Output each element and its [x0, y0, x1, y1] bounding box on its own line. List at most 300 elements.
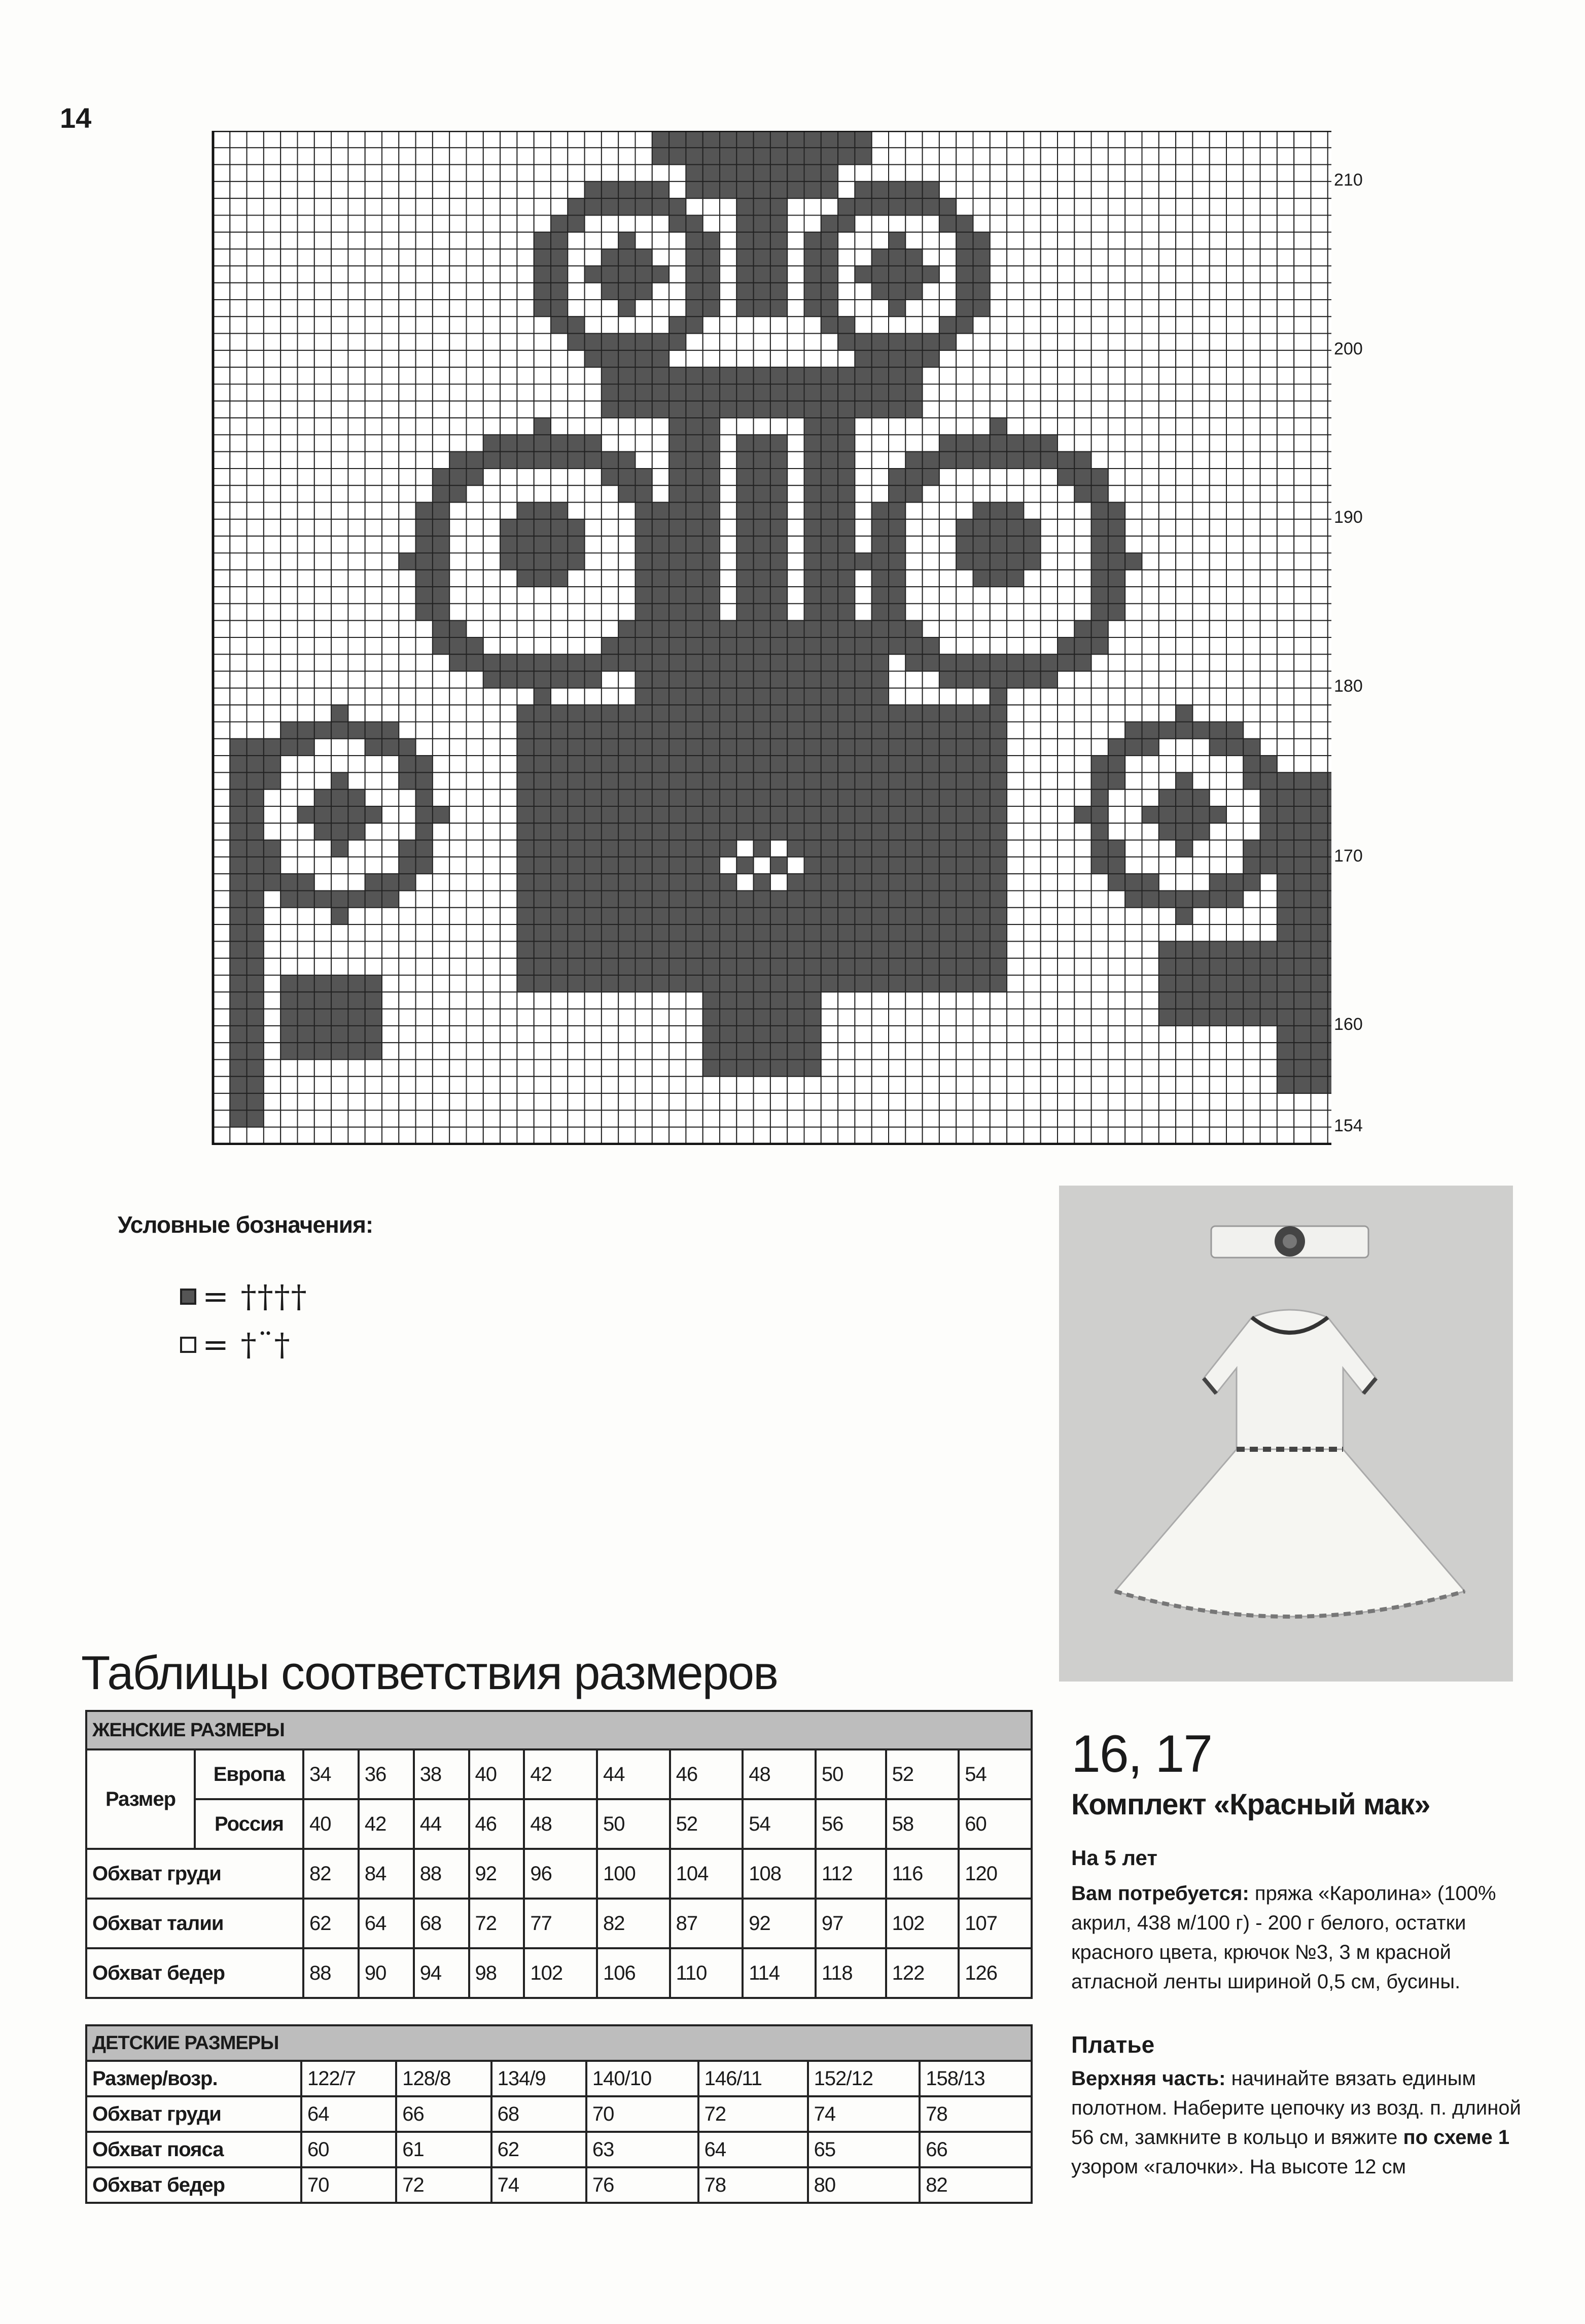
chart-cell-filled — [736, 1026, 753, 1043]
chart-cell-filled — [855, 958, 871, 975]
chart-cell-empty — [399, 654, 415, 671]
chart-cell-filled — [905, 198, 922, 215]
chart-cell-filled — [872, 536, 889, 553]
chart-cell-empty — [1091, 1060, 1108, 1077]
chart-cell-empty — [1210, 772, 1226, 789]
chart-cell-filled — [686, 722, 702, 739]
chart-cell-filled — [1007, 654, 1024, 671]
chart-cell-filled — [770, 452, 787, 469]
chart-cell-empty — [382, 384, 399, 401]
chart-cell-empty — [804, 1077, 821, 1093]
chart-cell-empty — [1328, 722, 1331, 739]
chart-cell-filled — [636, 722, 652, 739]
chart-cell-empty — [1108, 1127, 1125, 1144]
chart-cell-empty — [483, 503, 500, 519]
chart-cell-filled — [838, 553, 855, 570]
chart-cell-empty — [1311, 603, 1328, 620]
chart-cell-empty — [585, 300, 602, 316]
chart-cell-empty — [314, 587, 331, 603]
chart-cell-empty — [889, 131, 905, 148]
chart-cell-empty — [939, 536, 956, 553]
row-label-154: 154 — [1334, 1116, 1363, 1135]
chart-cell-empty — [703, 1093, 720, 1110]
chart-cell-filled — [787, 165, 804, 182]
chart-cell-empty — [939, 992, 956, 1009]
chart-cell-filled — [770, 367, 787, 384]
chart-cell-empty — [1159, 1093, 1176, 1110]
chart-cell-empty — [1210, 553, 1226, 570]
chart-cell-empty — [787, 553, 804, 570]
chart-cell-filled — [534, 941, 551, 958]
chart-cell-filled — [821, 182, 838, 198]
chart-cell-filled — [939, 435, 956, 451]
chart-cell-empty — [314, 739, 331, 756]
chart-cell-filled — [855, 891, 871, 908]
chart-cell-filled — [280, 722, 297, 739]
chart-cell-empty — [1159, 553, 1176, 570]
chart-cell-empty — [1311, 367, 1328, 384]
chart-cell-filled — [669, 216, 686, 232]
legend-symbol: = †††† — [202, 1278, 308, 1315]
chart-cell-filled — [568, 671, 584, 688]
chart-cell-filled — [939, 654, 956, 671]
chart-cell-filled — [770, 435, 787, 451]
chart-cell-empty — [1294, 165, 1311, 182]
chart-cell-filled — [247, 992, 264, 1009]
chart-cell-empty — [1159, 637, 1176, 654]
chart-cell-empty — [365, 266, 382, 282]
chart-cell-filled — [500, 519, 517, 536]
chart-cell-filled — [467, 452, 483, 469]
chart-cell-empty — [1007, 198, 1024, 215]
chart-cell-empty — [449, 705, 466, 722]
chart-cell-filled — [1176, 958, 1192, 975]
chart-cell-empty — [449, 249, 466, 266]
chart-cell-empty — [348, 198, 365, 215]
chart-cell-filled — [483, 435, 500, 451]
chart-cell-empty — [585, 283, 602, 300]
chart-cell-empty — [213, 553, 230, 570]
chart-cell-empty — [1091, 958, 1108, 975]
chart-cell-empty — [872, 992, 889, 1009]
chart-cell-empty — [1091, 654, 1108, 671]
chart-cell-empty — [585, 553, 602, 570]
chart-cell-empty — [483, 165, 500, 182]
chart-cell-filled — [736, 553, 753, 570]
chart-cell-filled — [1091, 519, 1108, 536]
chart-cell-empty — [433, 958, 449, 975]
chart-cell-empty — [247, 435, 264, 451]
chart-cell-filled — [669, 857, 686, 874]
chart-cell-empty — [1210, 1026, 1226, 1043]
chart-cell-filled — [787, 1060, 804, 1077]
chart-cell-empty — [534, 316, 551, 333]
chart-cell-empty — [1277, 553, 1294, 570]
chart-cell-empty — [399, 1060, 415, 1077]
chart-cell-empty — [213, 756, 230, 772]
chart-cell-empty — [770, 418, 787, 435]
chart-cell-filled — [770, 283, 787, 300]
chart-cell-empty — [314, 671, 331, 688]
chart-cell-empty — [1328, 283, 1331, 300]
chart-cell-empty — [298, 1077, 314, 1093]
chart-cell-empty — [1058, 756, 1074, 772]
chart-cell-empty — [1142, 1127, 1159, 1144]
chart-cell-filled — [230, 1043, 246, 1059]
chart-cell-filled — [923, 874, 939, 890]
chart-cell-filled — [686, 874, 702, 890]
chart-cell-filled — [534, 958, 551, 975]
chart-cell-empty — [1142, 1093, 1159, 1110]
chart-cell-empty — [399, 469, 415, 485]
chart-cell-filled — [804, 266, 821, 282]
chart-cell-empty — [230, 316, 246, 333]
chart-cell-filled — [1091, 823, 1108, 840]
chart-cell-filled — [703, 300, 720, 316]
chart-cell-filled — [872, 350, 889, 367]
chart-cell-empty — [534, 1060, 551, 1077]
chart-cell-empty — [1058, 671, 1074, 688]
chart-cell-empty — [669, 1009, 686, 1026]
chart-cell-empty — [585, 637, 602, 654]
chart-cell-filled — [703, 924, 720, 941]
chart-cell-filled — [720, 148, 736, 164]
chart-cell-empty — [365, 334, 382, 350]
chart-cell-filled — [787, 975, 804, 992]
chart-cell-empty — [467, 705, 483, 722]
chart-cell-empty — [1210, 671, 1226, 688]
chart-cell-empty — [1024, 216, 1040, 232]
chart-cell-empty — [1142, 1060, 1159, 1077]
chart-cell-filled — [821, 874, 838, 890]
chart-cell-empty — [1159, 350, 1176, 367]
chart-cell-empty — [449, 1127, 466, 1144]
chart-cell-empty — [1041, 553, 1058, 570]
chart-cell-empty — [1058, 908, 1074, 924]
chart-cell-empty — [1074, 1009, 1091, 1026]
chart-cell-filled — [636, 975, 652, 992]
chart-cell-filled — [838, 148, 855, 164]
chart-cell-filled — [804, 587, 821, 603]
chart-cell-empty — [500, 570, 517, 587]
chart-cell-empty — [1159, 182, 1176, 198]
chart-cell-empty — [1125, 1077, 1142, 1093]
chart-cell-empty — [467, 840, 483, 857]
chart-cell-empty — [230, 148, 246, 164]
chart-cell-empty — [280, 503, 297, 519]
chart-cell-empty — [213, 857, 230, 874]
chart-cell-filled — [973, 975, 990, 992]
part-label: Верхняя часть: — [1071, 2067, 1226, 2090]
chart-cell-filled — [1277, 924, 1294, 941]
chart-cell-filled — [602, 772, 618, 789]
chart-cell-empty — [686, 1093, 702, 1110]
chart-cell-filled — [754, 570, 770, 587]
chart-cell-empty — [1192, 553, 1209, 570]
chart-cell-empty — [956, 1093, 973, 1110]
chart-cell-empty — [1210, 266, 1226, 282]
chart-cell-empty — [517, 1060, 534, 1077]
chart-cell-filled — [602, 249, 618, 266]
chart-cell-filled — [720, 165, 736, 182]
chart-cell-empty — [1226, 1077, 1243, 1093]
chart-cell-filled — [821, 705, 838, 722]
chart-cell-empty — [804, 316, 821, 333]
chart-cell-empty — [1210, 418, 1226, 435]
chart-cell-empty — [433, 283, 449, 300]
chart-cell-empty — [264, 418, 280, 435]
chart-cell-empty — [1328, 654, 1331, 671]
chart-cell-empty — [602, 232, 618, 249]
chart-cell-empty — [1159, 316, 1176, 333]
chart-cell-filled — [872, 384, 889, 401]
chart-cell-empty — [433, 941, 449, 958]
chart-cell-empty — [905, 435, 922, 451]
chart-cell-empty — [1091, 1043, 1108, 1059]
chart-cell-filled — [770, 216, 787, 232]
chart-cell-empty — [1041, 485, 1058, 502]
chart-cell-empty — [517, 300, 534, 316]
chart-cell-filled — [669, 772, 686, 789]
chart-cell-empty — [1142, 1026, 1159, 1043]
chart-cell-filled — [770, 992, 787, 1009]
chart-cell-empty — [1328, 401, 1331, 418]
chart-cell-empty — [855, 587, 871, 603]
chart-cell-empty — [1108, 148, 1125, 164]
chart-cell-empty — [449, 182, 466, 198]
chart-cell-filled — [1142, 891, 1159, 908]
chart-cell-filled — [669, 334, 686, 350]
chart-cell-empty — [1024, 621, 1040, 637]
chart-cell-filled — [247, 1026, 264, 1043]
chart-cell-empty — [1226, 688, 1243, 705]
chart-cell-filled — [636, 485, 652, 502]
chart-cell-empty — [348, 1110, 365, 1127]
chart-cell-filled — [889, 790, 905, 806]
chart-cell-empty — [1243, 1060, 1260, 1077]
chart-cell-empty — [213, 266, 230, 282]
chart-cell-empty — [1243, 924, 1260, 941]
chart-cell-empty — [500, 249, 517, 266]
chart-cell-empty — [247, 722, 264, 739]
chart-cell-empty — [1091, 367, 1108, 384]
chart-cell-empty — [1243, 148, 1260, 164]
chart-cell-empty — [314, 435, 331, 451]
chart-cell-empty — [905, 165, 922, 182]
chart-cell-empty — [1007, 688, 1024, 705]
chart-cell-empty — [956, 688, 973, 705]
chart-cell-filled — [923, 806, 939, 823]
chart-cell-empty — [652, 1127, 669, 1144]
chart-cell-filled — [399, 772, 415, 789]
chart-cell-empty — [449, 435, 466, 451]
chart-cell-filled — [770, 739, 787, 756]
chart-cell-empty — [213, 503, 230, 519]
table-cell: 116 — [886, 1849, 959, 1899]
chart-cell-filled — [247, 891, 264, 908]
chart-cell-empty — [1108, 637, 1125, 654]
chart-cell-empty — [956, 503, 973, 519]
chart-cell-empty — [483, 722, 500, 739]
chart-cell-empty — [1108, 165, 1125, 182]
chart-cell-filled — [889, 941, 905, 958]
chart-cell-empty — [1226, 367, 1243, 384]
chart-cell-empty — [720, 519, 736, 536]
chart-cell-empty — [1125, 165, 1142, 182]
chart-cell-empty — [1058, 198, 1074, 215]
chart-cell-empty — [298, 283, 314, 300]
chart-cell-empty — [1260, 1060, 1277, 1077]
article-body — [1071, 2064, 1528, 2182]
chart-cell-filled — [804, 857, 821, 874]
chart-cell-empty — [365, 165, 382, 182]
chart-cell-empty — [264, 1110, 280, 1127]
chart-cell-empty — [449, 418, 466, 435]
chart-cell-filled — [804, 975, 821, 992]
chart-cell-filled — [1007, 536, 1024, 553]
chart-cell-filled — [804, 435, 821, 451]
chart-cell-filled — [703, 772, 720, 789]
chart-cell-empty — [230, 350, 246, 367]
chart-cell-empty — [1176, 739, 1192, 756]
chart-cell-empty — [568, 621, 584, 637]
chart-cell-empty — [905, 519, 922, 536]
chart-cell-empty — [1159, 249, 1176, 266]
chart-cell-empty — [517, 688, 534, 705]
chart-cell-filled — [804, 553, 821, 570]
table-cell: 54 — [959, 1749, 1032, 1799]
empty-square-icon — [180, 1337, 196, 1353]
chart-cell-empty — [1125, 435, 1142, 451]
chart-cell-filled — [636, 874, 652, 890]
chart-cell-filled — [990, 503, 1007, 519]
chart-cell-filled — [889, 924, 905, 941]
chart-cell-empty — [264, 469, 280, 485]
chart-cell-filled — [1226, 1009, 1243, 1026]
chart-cell-filled — [736, 654, 753, 671]
chart-cell-empty — [1041, 992, 1058, 1009]
chart-cell-empty — [1328, 553, 1331, 570]
chart-cell-empty — [382, 1093, 399, 1110]
chart-cell-empty — [1125, 975, 1142, 992]
chart-cell-empty — [517, 1077, 534, 1093]
chart-cell-filled — [905, 840, 922, 857]
chart-cell-empty — [855, 300, 871, 316]
chart-cell-empty — [1125, 1043, 1142, 1059]
chart-cell-empty — [1260, 924, 1277, 941]
chart-cell-empty — [787, 1077, 804, 1093]
chart-cell-filled — [585, 654, 602, 671]
chart-cell-empty — [787, 857, 804, 874]
chart-cell-filled — [686, 705, 702, 722]
chart-cell-filled — [736, 198, 753, 215]
chart-cell-empty — [213, 823, 230, 840]
chart-cell-empty — [500, 941, 517, 958]
chart-cell-empty — [314, 1127, 331, 1144]
chart-cell-filled — [669, 891, 686, 908]
chart-cell-filled — [551, 266, 568, 282]
chart-cell-empty — [1192, 165, 1209, 182]
chart-cell-empty — [703, 316, 720, 333]
chart-cell-empty — [669, 266, 686, 282]
chart-cell-empty — [348, 283, 365, 300]
chart-cell-filled — [1294, 823, 1311, 840]
chart-cell-empty — [467, 941, 483, 958]
chart-cell-empty — [416, 300, 433, 316]
chart-cell-empty — [314, 570, 331, 587]
chart-cell-empty — [1007, 469, 1024, 485]
chart-cell-empty — [314, 216, 331, 232]
chart-cell-empty — [467, 232, 483, 249]
chart-cell-filled — [703, 283, 720, 300]
chart-cell-filled — [602, 637, 618, 654]
chart-cell-empty — [348, 384, 365, 401]
chart-cell-empty — [467, 182, 483, 198]
chart-cell-empty — [264, 519, 280, 536]
chart-cell-empty — [1007, 1127, 1024, 1144]
chart-cell-empty — [1024, 401, 1040, 418]
chart-cell-empty — [314, 1077, 331, 1093]
chart-cell-empty — [1091, 148, 1108, 164]
chart-cell-filled — [720, 992, 736, 1009]
chart-cell-empty — [1142, 654, 1159, 671]
chart-cell-empty — [568, 1093, 584, 1110]
chart-cell-filled — [787, 148, 804, 164]
chart-cell-filled — [652, 198, 669, 215]
chart-cell-empty — [213, 1127, 230, 1144]
chart-cell-empty — [568, 1009, 584, 1026]
chart-cell-empty — [1159, 519, 1176, 536]
chart-cell-empty — [1226, 570, 1243, 587]
chart-cell-filled — [703, 891, 720, 908]
chart-cell-empty — [314, 840, 331, 857]
chart-cell-empty — [855, 992, 871, 1009]
chart-cell-filled — [568, 216, 584, 232]
chart-cell-filled — [568, 975, 584, 992]
chart-cell-empty — [889, 1043, 905, 1059]
chart-cell-empty — [1159, 857, 1176, 874]
chart-cell-filled — [838, 874, 855, 890]
chart-cell-empty — [264, 536, 280, 553]
chart-cell-empty — [331, 249, 348, 266]
chart-cell-empty — [652, 1110, 669, 1127]
chart-cell-empty — [433, 418, 449, 435]
chart-cell-empty — [1277, 519, 1294, 536]
table-cell: 122 — [886, 1948, 959, 1998]
chart-cell-filled — [1058, 452, 1074, 469]
chart-cell-filled — [618, 975, 635, 992]
chart-cell-empty — [585, 418, 602, 435]
chart-cell-filled — [939, 924, 956, 941]
chart-cell-filled — [399, 553, 415, 570]
chart-cell-empty — [534, 485, 551, 502]
chart-cell-empty — [1074, 756, 1091, 772]
chart-cell-empty — [247, 148, 264, 164]
chart-cell-empty — [1277, 1110, 1294, 1127]
chart-cell-filled — [905, 739, 922, 756]
chart-cell-filled — [720, 131, 736, 148]
chart-cell-empty — [449, 739, 466, 756]
chart-cell-empty — [1243, 232, 1260, 249]
chart-cell-empty — [1328, 637, 1331, 654]
chart-cell-empty — [1159, 705, 1176, 722]
chart-cell-empty — [736, 1127, 753, 1144]
chart-cell-empty — [467, 739, 483, 756]
chart-cell-empty — [264, 790, 280, 806]
chart-cell-empty — [1260, 334, 1277, 350]
chart-cell-empty — [517, 165, 534, 182]
chart-cell-empty — [298, 553, 314, 570]
